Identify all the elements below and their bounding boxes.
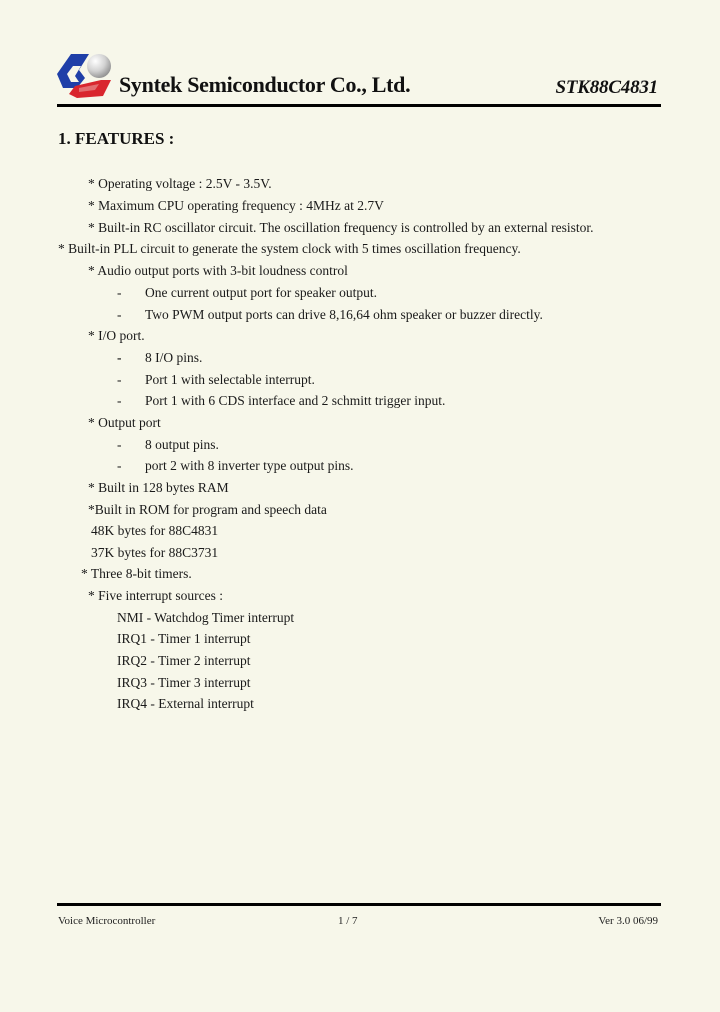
footer-page-number: 1 / 7 [338,915,358,927]
rom-size-88c3731: 37K bytes for 88C3731 [91,545,219,560]
interrupt-irq2: IRQ2 - Timer 2 interrupt [117,653,251,668]
list-dash: - [117,372,122,387]
syntek-logo-icon [57,50,115,102]
list-dash: - [117,307,122,322]
footer-rule [57,903,661,906]
feature-io-port: * I/O port. [88,328,145,343]
interrupt-irq4: IRQ4 - External interrupt [117,696,254,711]
feature-cpu-frequency: * Maximum CPU operating frequency : 4MHz at 2.7V [88,198,384,213]
list-dash: - [117,285,122,300]
rom-size-88c4831: 48K bytes for 88C4831 [91,523,219,538]
interrupt-irq1: IRQ1 - Timer 1 interrupt [117,631,251,646]
list-dash: - [117,437,122,452]
company-logo [57,50,115,102]
list-dash: - [117,458,122,473]
list-dash: - [117,350,122,365]
feature-rom: *Built in ROM for program and speech data [88,502,327,517]
header-rule [57,104,661,107]
section-title: 1. FEATURES : [58,129,175,148]
footer-version: Ver 3.0 06/99 [598,915,658,927]
sub-feature-port2-inverter: port 2 with 8 inverter type output pins. [145,458,354,473]
feature-operating-voltage: * Operating voltage : 2.5V - 3.5V. [88,176,272,191]
interrupt-nmi: NMI - Watchdog Timer interrupt [117,610,295,625]
footer-product: Voice Microcontroller [58,915,156,927]
feature-rc-oscillator: * Built-in RC oscillator circuit. The oscillation frequency is controlled by an external resistor. [88,220,594,235]
feature-ram: * Built in 128 bytes RAM [88,480,229,495]
feature-pll-circuit: * Built-in PLL circuit to generate the system clock with 5 times oscillation frequency. [58,241,521,256]
sub-feature-pwm-output: Two PWM output ports can drive 8,16,64 ohm speaker or buzzer directly. [145,307,543,322]
feature-audio-output: * Audio output ports with 3-bit loudness control [88,263,348,278]
sub-feature-output-pins: 8 output pins. [145,437,219,452]
sub-feature-port1-interrupt: Port 1 with selectable interrupt. [145,372,315,387]
part-number: STK88C4831 [555,77,658,98]
feature-interrupt-sources: * Five interrupt sources : [88,588,223,603]
sub-feature-port1-cds: Port 1 with 6 CDS interface and 2 schmitt trigger input. [145,393,446,408]
feature-timers: * Three 8-bit timers. [81,566,192,581]
interrupt-irq3: IRQ3 - Timer 3 interrupt [117,675,251,690]
sub-feature-current-output: One current output port for speaker output. [145,285,378,300]
company-name: Syntek Semiconductor Co., Ltd. [119,72,411,97]
feature-output-port: * Output port [88,415,161,430]
list-dash: - [117,393,122,408]
sub-feature-io-pins: 8 I/O pins. [145,350,203,365]
